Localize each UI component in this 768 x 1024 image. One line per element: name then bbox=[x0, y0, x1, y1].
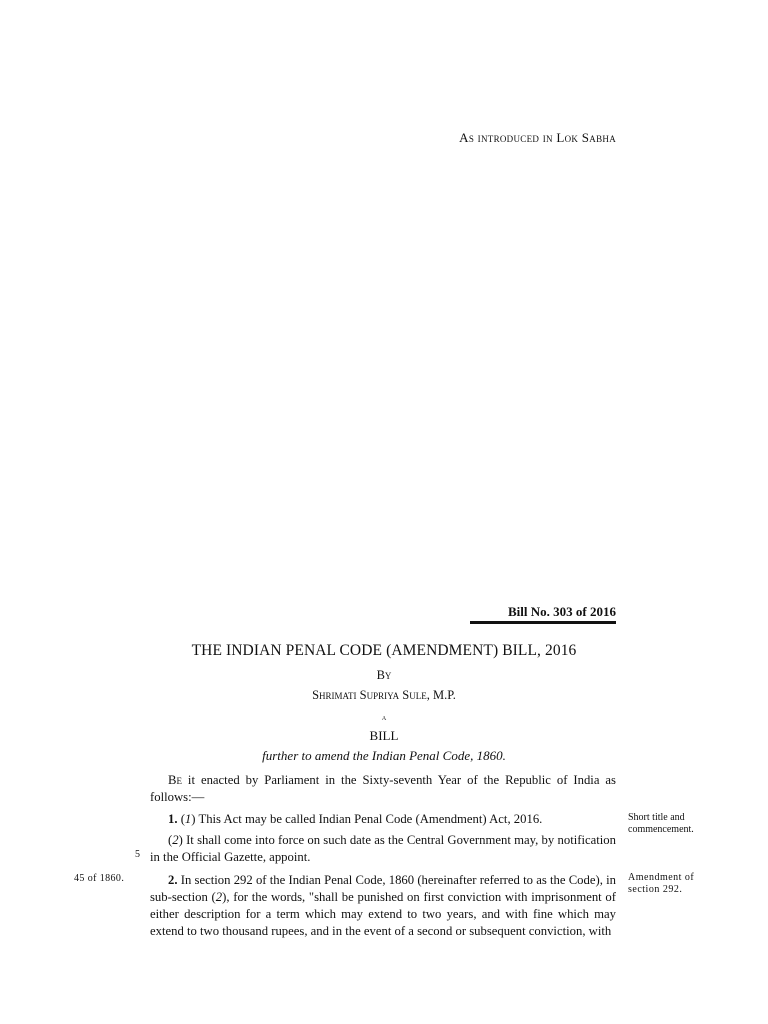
bill-label: BILL bbox=[369, 728, 399, 743]
paren-close: ) bbox=[191, 812, 196, 826]
paren-open: ( bbox=[168, 833, 173, 847]
subsection-number: 1 bbox=[184, 812, 192, 826]
enacting-text: it enacted by Parliament in the Sixty-seventh Year of the Republic of India as follows:— bbox=[150, 773, 616, 804]
enacting-first-word: Be bbox=[168, 773, 182, 787]
clause-1-subsection-1 bbox=[150, 811, 616, 828]
bill-title: THE INDIAN PENAL CODE (AMENDMENT) BILL, 2016 bbox=[191, 642, 577, 659]
clause-1-subsection-2 bbox=[150, 832, 616, 866]
by-label: By bbox=[376, 668, 392, 682]
subsection-number: 2 bbox=[172, 833, 179, 847]
enacting-formula bbox=[150, 772, 616, 806]
act-reference: 45 of 1860. bbox=[74, 873, 125, 884]
paren-close: ) bbox=[178, 833, 183, 847]
clause-2-text-b: ), for the words, "shall be punished on first conviction with imprisonment of either description for a term which may extend to two years, and with fine which may extend to two thousand rupees, and in the event of a second or subsequent conviction, with bbox=[150, 890, 616, 938]
a-label: a bbox=[381, 712, 387, 722]
clause-1-number: 1. bbox=[168, 812, 178, 826]
clause-2 bbox=[150, 872, 616, 940]
bill-number: Bill No. 303 of 2016 bbox=[470, 604, 616, 624]
clause-1-2-text: It shall come into force on such date as the Central Government may, by notification in the Official Gazette, appoint. bbox=[150, 833, 616, 864]
introduced-in-lok-sabha: As introduced in Lok Sabha bbox=[459, 130, 616, 145]
author-name: Shrimati Supriya Sule, M.P. bbox=[312, 688, 456, 702]
margin-note-amendment: Amendment of section 292. bbox=[628, 872, 695, 895]
subsection-number: 2 bbox=[215, 890, 223, 904]
margin-note-short-title: Short title and commencement. bbox=[628, 812, 694, 835]
clause-2-text-a: In section 292 of the Indian Penal Code, 1860 (hereinafter referred to as the Code), in sub-section ( bbox=[150, 873, 616, 904]
clause-2-number: 2. bbox=[168, 873, 178, 887]
bill-subtitle: further to amend the Indian Penal Code, 1860. bbox=[262, 748, 506, 763]
paren-open: ( bbox=[177, 812, 185, 826]
line-number: 5 bbox=[135, 849, 140, 860]
clause-1-text: This Act may be called Indian Penal Code (Amendment) Act, 2016. bbox=[195, 812, 543, 826]
